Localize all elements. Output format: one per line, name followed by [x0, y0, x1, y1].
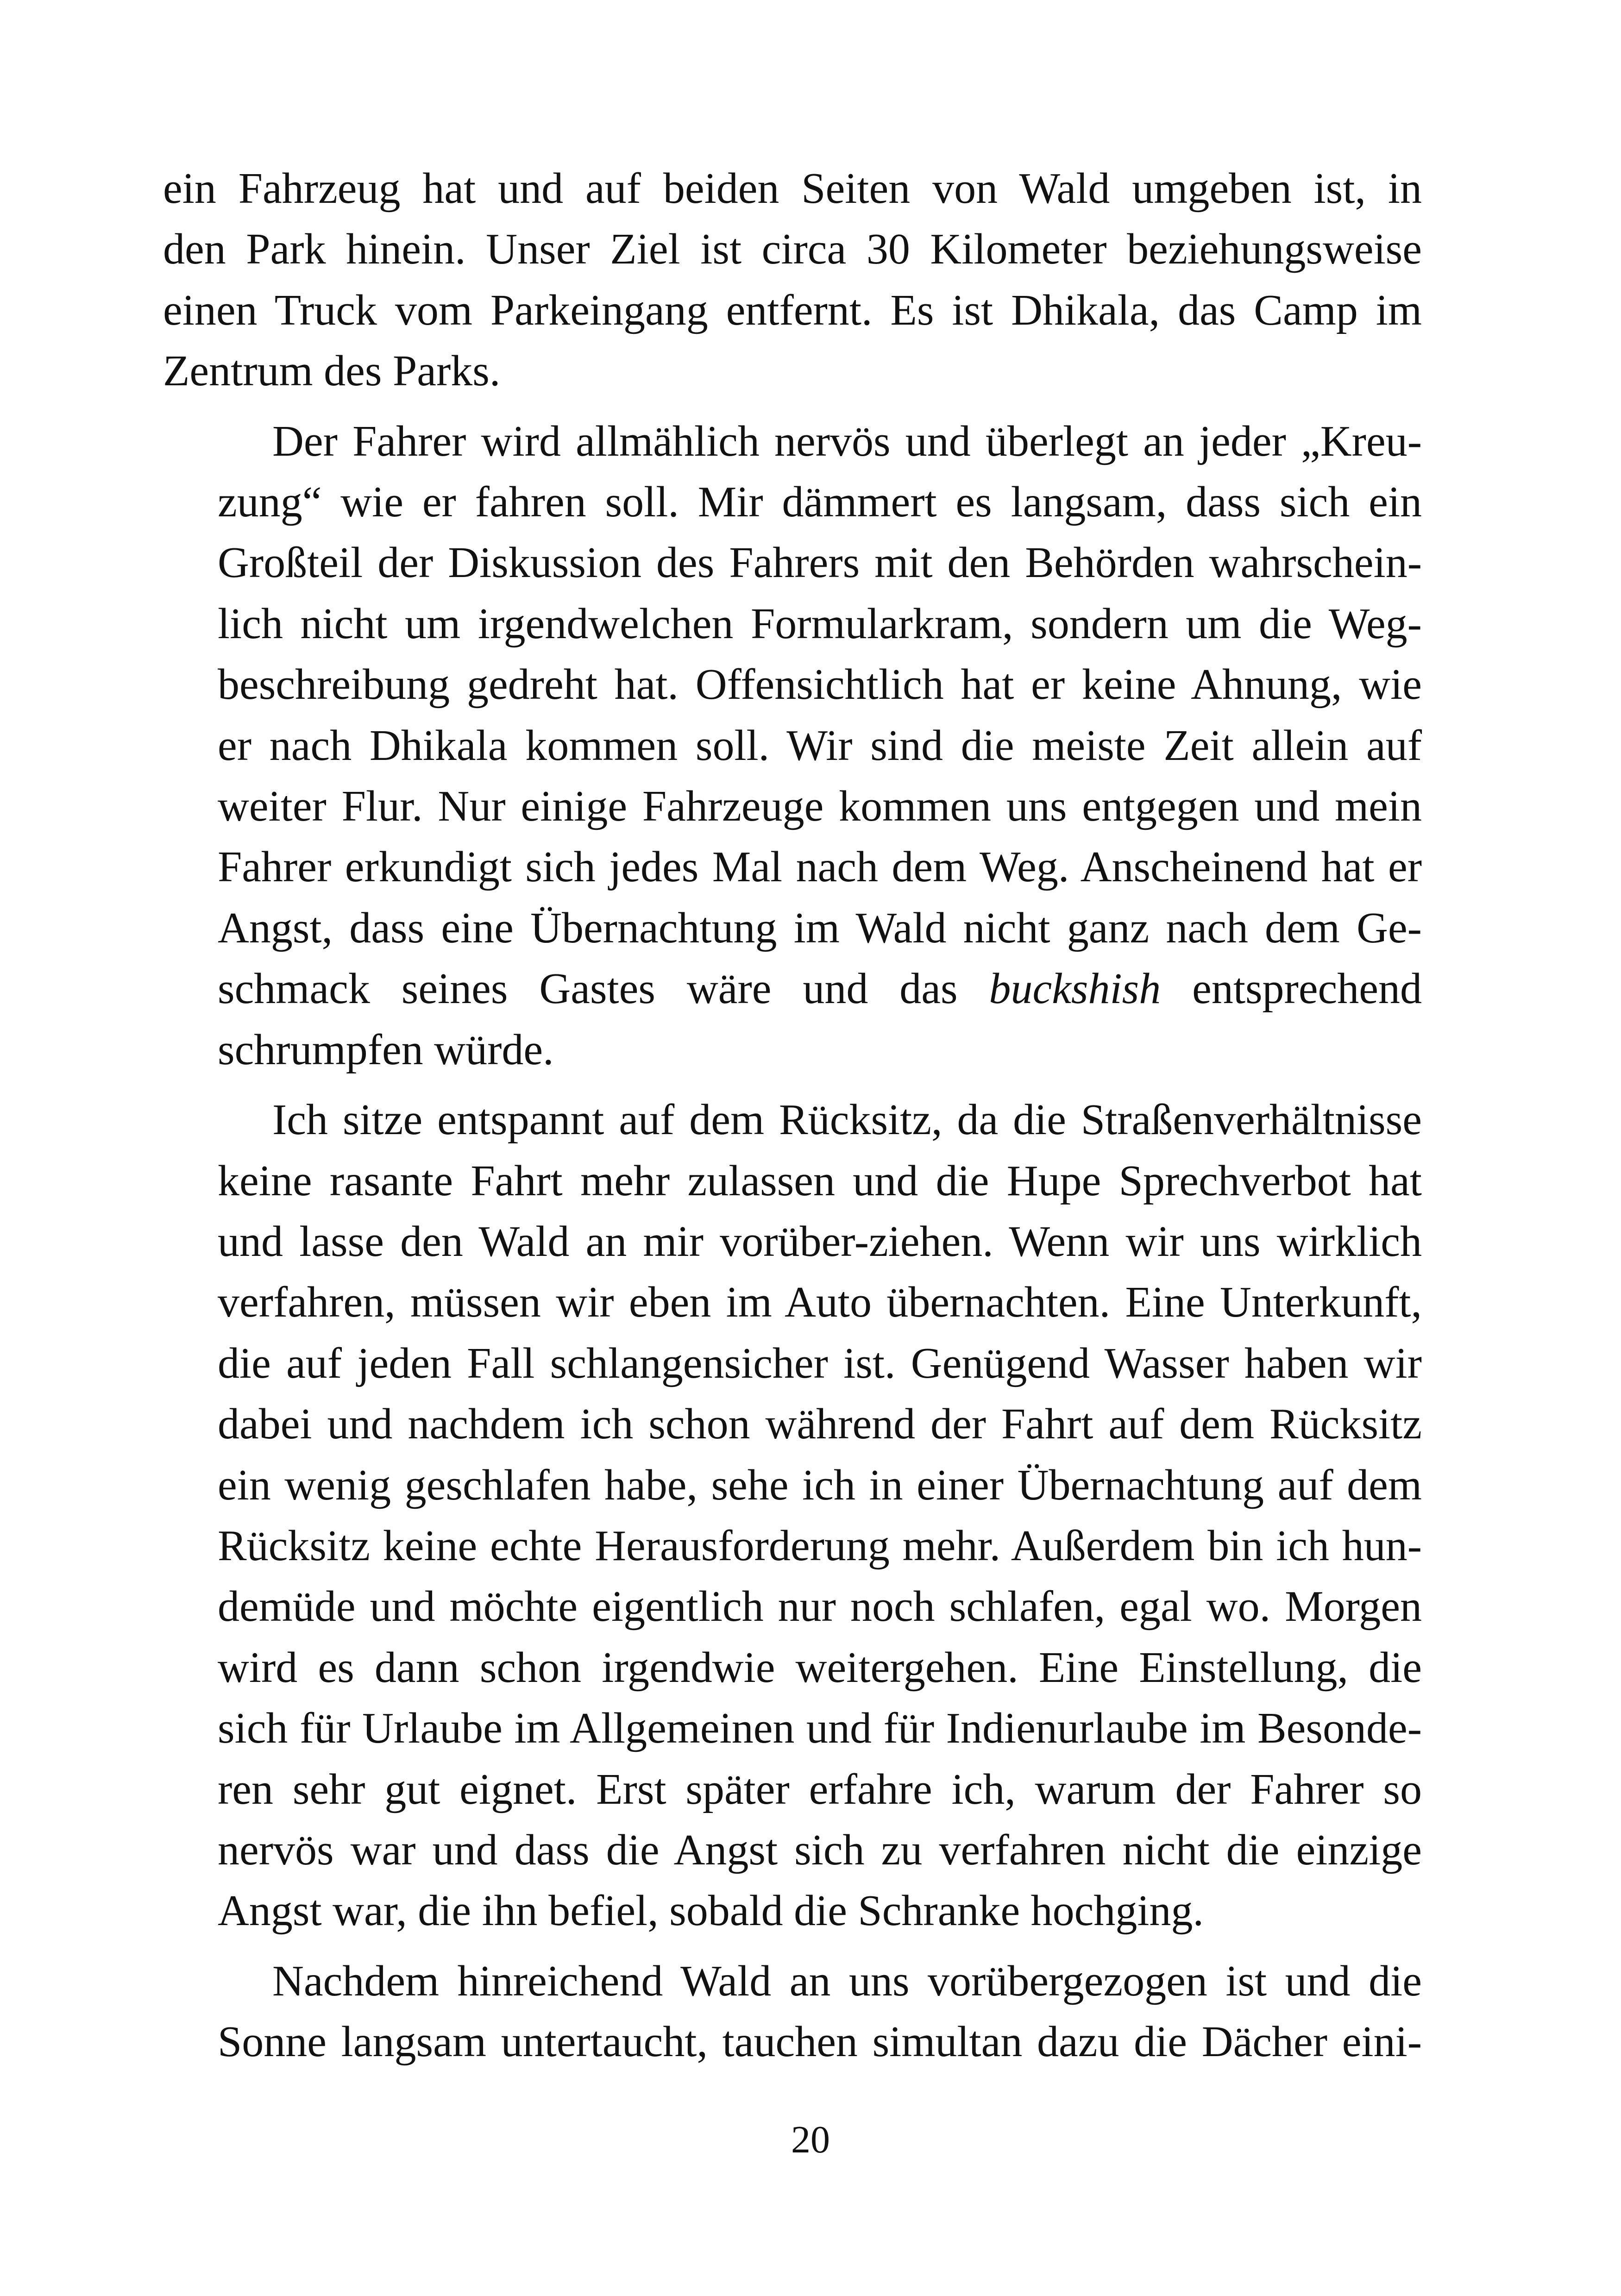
text-line: die auf jeden Fall schlangensicher ist. Genügend Wasser haben wir: [218, 1339, 1422, 1387]
paragraph-1: [163, 158, 1422, 402]
text-line: Ich sitze entspannt auf dem Rücksitz, da die Straßenverhältnisse: [272, 1096, 1422, 1144]
text-line: Angst war, die ihn befiel, sobald die Schranke hochging.: [218, 1887, 1204, 1935]
text-line: Fahrer erkundigt sich jedes Mal nach dem Weg. Anscheinend hat er: [218, 843, 1422, 891]
text-line: dabei und nachdem ich schon während der Fahrt auf dem Rücksitz: [218, 1400, 1422, 1449]
text-line: und lasse den Wald an mir vorüber-ziehen. Wenn wir uns wirklich: [218, 1217, 1422, 1266]
paragraph-3: [163, 1090, 1422, 1942]
text-line: verfahren, müssen wir eben im Auto übernachten. Eine Unterkunft,: [218, 1278, 1422, 1327]
text-line: demüde und möchte eigentlich nur noch schlafen, egal wo. Morgen: [218, 1582, 1422, 1631]
paragraph-4: [163, 1951, 1422, 2073]
text-line: nervös war und dass die Angst sich zu verfahren nicht die einzige: [218, 1826, 1422, 1874]
text-line: er nach Dhikala kommen soll. Wir sind die meiste Zeit allein auf: [218, 721, 1422, 770]
text-line: den Park hinein. Unser Ziel ist circa 30 Kilometer beziehungsweise: [163, 225, 1422, 274]
text-line: ein Fahrzeug hat und auf beiden Seiten von Wald umgeben ist, in: [163, 164, 1422, 213]
text-segment: entsprechend: [1161, 965, 1422, 1013]
text-line: Angst, dass eine Übernachtung im Wald nicht ganz nach dem Ge-: [218, 903, 1422, 952]
text-line: Zentrum des Parks.: [163, 347, 501, 395]
paragraph-2: [163, 411, 1422, 1080]
text-line: lich nicht um irgendwelchen Formularkram, sondern um die Weg-: [218, 599, 1422, 648]
text-line: weiter Flur. Nur einige Fahrzeuge kommen uns entgegen und mein: [218, 782, 1422, 831]
italic-word: buckshish: [989, 965, 1161, 1013]
text-line: wird es dann schon irgendwie weitergehen. Eine Einstellung, die: [218, 1643, 1422, 1692]
text-line: zung“ wie er fahren soll. Mir dämmert es langsam, dass sich ein: [218, 478, 1422, 527]
text-line-with-italic: [163, 959, 1422, 1019]
text-line: Sonne langsam untertaucht, tauchen simultan dazu die Dächer eini-: [218, 2018, 1422, 2066]
text-line: einen Truck vom Parkeingang entfernt. Es ist Dhikala, das Camp im: [163, 286, 1422, 334]
text-line: Der Fahrer wird allmählich nervös und überlegt an jeder „Kreu-: [272, 417, 1422, 465]
text-line: keine rasante Fahrt mehr zulassen und die Hupe Sprechverbot hat: [218, 1156, 1422, 1205]
text-line: Großteil der Diskussion des Fahrers mit den Behörden wahrschein-: [218, 539, 1422, 587]
text-line: Nachdem hinreichend Wald an uns vorübergezogen ist und die: [272, 1957, 1422, 2005]
text-line: Rücksitz keine echte Herausforderung mehr. Außerdem bin ich hun-: [218, 1521, 1422, 1570]
text-line: ren sehr gut eignet. Erst später erfahre ich, warum der Fahrer so: [218, 1765, 1422, 1813]
body-text: [163, 158, 1422, 2073]
text-line: schrumpfen würde.: [218, 1025, 554, 1074]
text-line: beschreibung gedreht hat. Offensichtlich hat er keine Ahnung, wie: [218, 660, 1422, 709]
text-segment: schmack seines Gastes wäre und das: [218, 965, 989, 1013]
page-number: 20: [791, 2118, 830, 2161]
text-line: sich für Urlaube im Allgemeinen und für Indienurlaube im Besonde-: [218, 1704, 1422, 1753]
text-line: ein wenig geschlafen habe, sehe ich in einer Übernachtung auf dem: [218, 1461, 1422, 1509]
